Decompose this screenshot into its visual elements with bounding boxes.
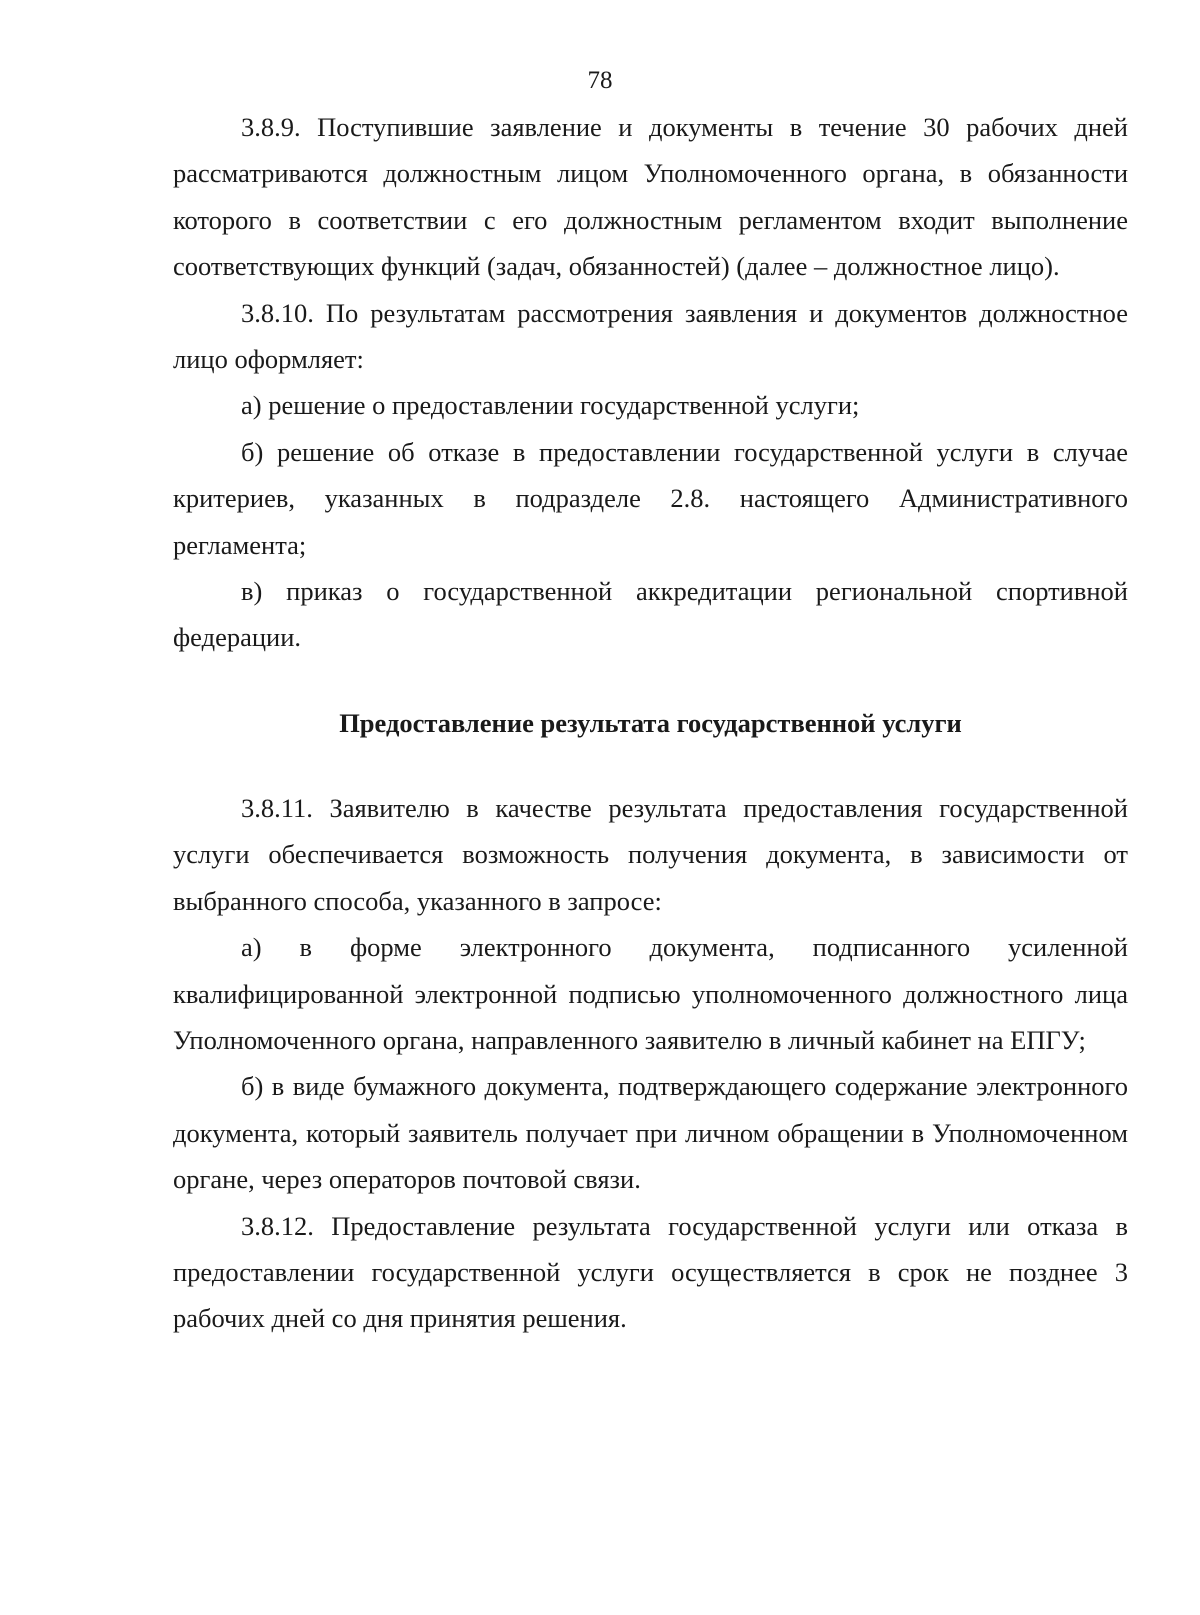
list-item-b: б) решение об отказе в предоставлении государственной услуги в случае критериев, указанных в подразделе 2.8. настоящего Административного регламента; [173,436,1128,560]
paragraph-3-8-10: 3.8.10. По результатам рассмотрения заявления и документов должностное лицо оформляет: [173,297,1128,375]
paragraph-3-8-12: 3.8.12. Предоставление результата государственной услуги или отказа в предоставлении государственной услуги осуществляется в срок не позднее 3 рабочих дней со дня принятия решения. [173,1210,1128,1334]
page-number: 78 [587,67,613,94]
list-item-a-electronic: а) в форме электронного документа, подписанного усиленной квалифицированной электронной подписью уполномоченного должностного лица Уполномоченного органа, направленного заявителю в личный кабинет на ЕПГУ; [173,932,1128,1056]
section-result [173,785,1128,1342]
section-heading: Предоставление результата государственной услуги [339,708,962,738]
list-item-a: а) решение о предоставлении государственной услуги; [241,390,860,421]
paragraph-3-8-9: 3.8.9. Поступившие заявление и документы в течение 30 рабочих дней рассматриваются должностным лицом Уполномоченного органа, в обязанности которого в соответствии с его должностным регламентом входит выполнение соответствующих функций (задач, обязанностей) (далее – должностное лицо). [173,112,1128,282]
list-item-b-paper: б) в виде бумажного документа, подтверждающего содержание электронного документа, который заявитель получает при личном обращении в Уполномоченном органе, через операторов почтовой связи. [173,1071,1128,1195]
list-item-v: в) приказ о государственной аккредитации региональной спортивной федерации. [173,576,1128,653]
paragraph-3-8-11: 3.8.11. Заявителю в качестве результата предоставления государственной услуги обеспечивается возможность получения документа, в зависимости от выбранного способа, указанного в запросе: [173,793,1128,916]
section-consideration [173,104,1128,661]
